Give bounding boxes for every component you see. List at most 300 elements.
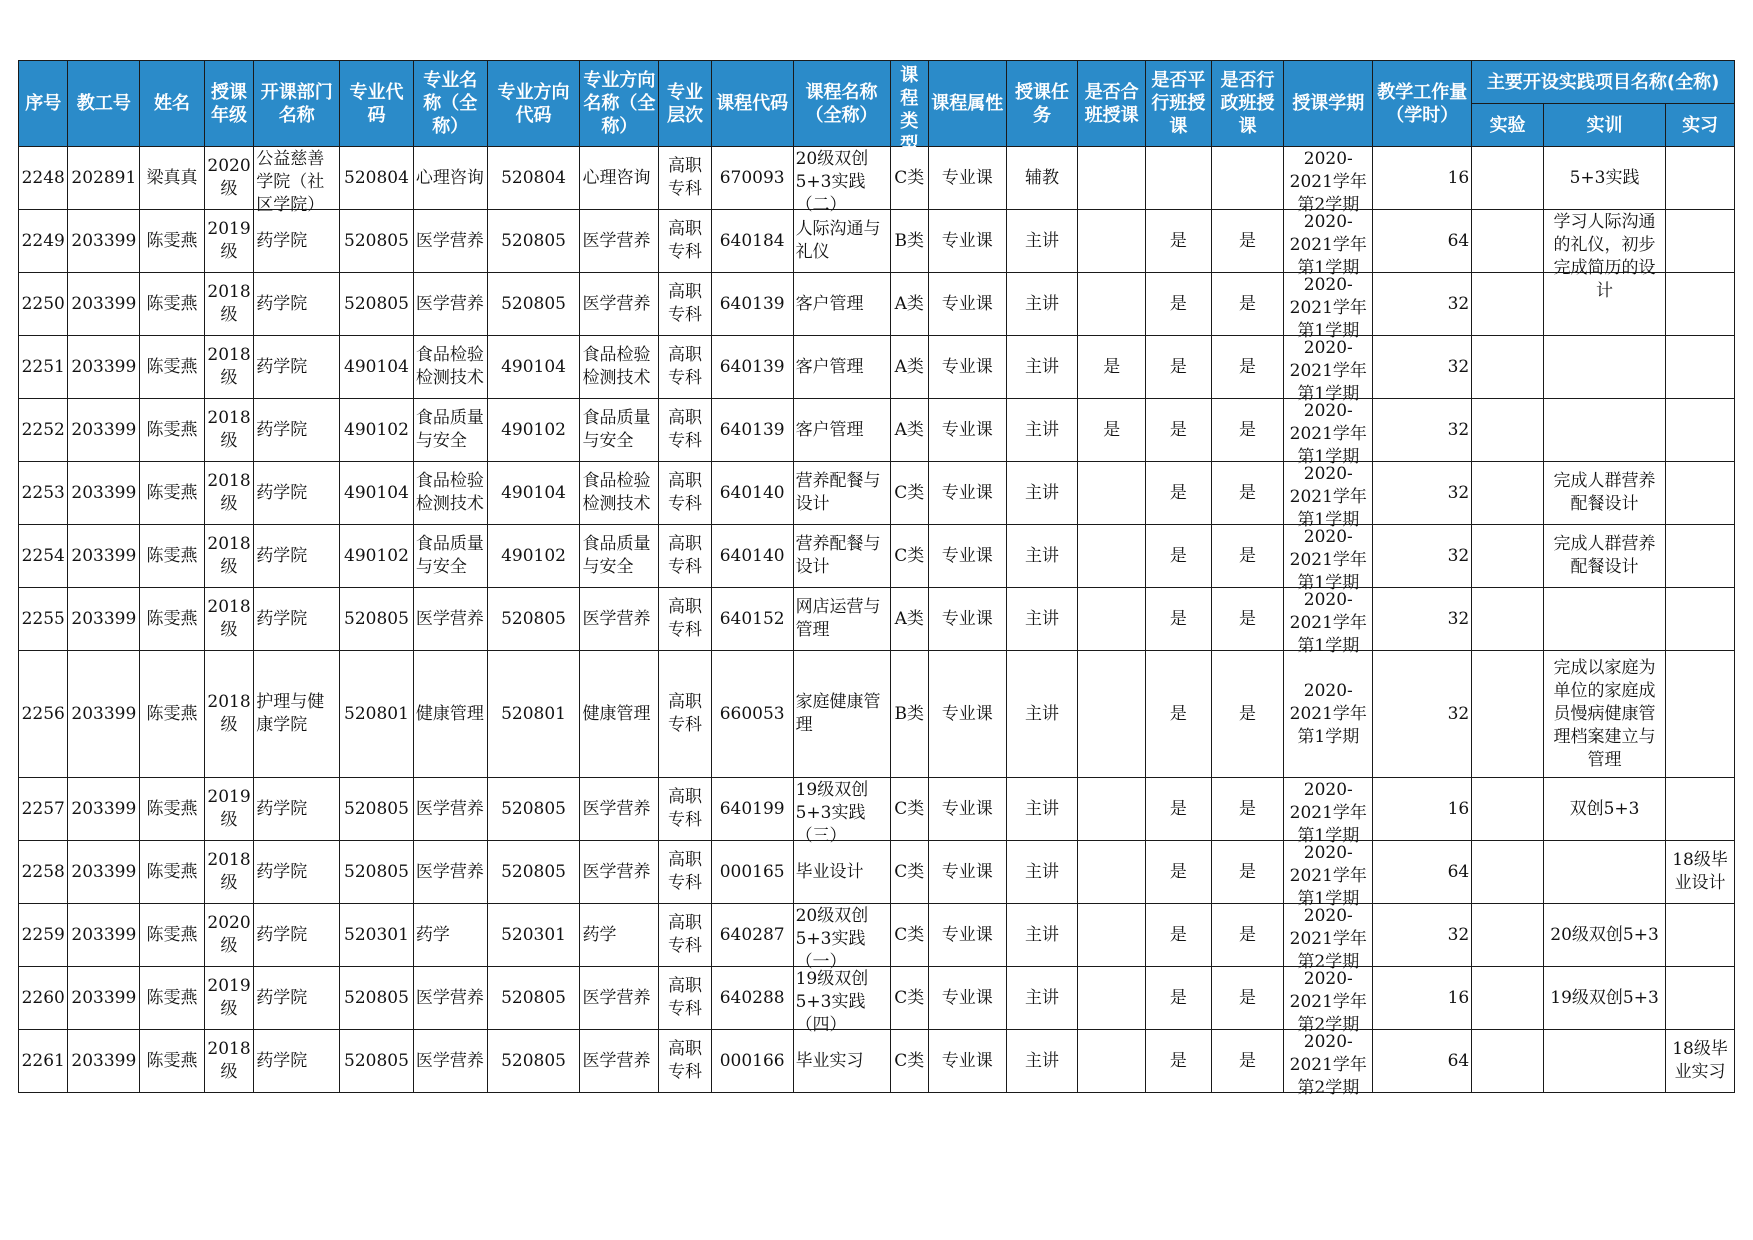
cell-task-text: 主讲 — [1025, 987, 1059, 1008]
cell-parallel-class-text: 是 — [1169, 703, 1187, 724]
cell-workload-text: 32 — [1447, 293, 1470, 314]
cell-staff-id-text: 203399 — [71, 861, 137, 882]
cell-level — [659, 462, 712, 525]
cell-parallel-class-text: 是 — [1169, 230, 1187, 251]
cell-staff-id — [68, 525, 140, 588]
cell-course-name-text: 20级双创5+3实践（二） — [795, 149, 869, 215]
cell-course-code — [711, 778, 793, 841]
col-header-dept: 开课部门名称 — [254, 61, 340, 147]
cell-course-type-text: C类 — [894, 861, 925, 882]
cell-level — [659, 147, 712, 210]
cell-course-code-text: 640287 — [719, 924, 785, 945]
cell-semester — [1284, 336, 1373, 404]
cell-direction-name — [580, 336, 659, 399]
cell-admin-class — [1211, 1030, 1284, 1093]
cell-training-text: 学习人际沟通的礼仪，初步完成简历的设计 — [1553, 212, 1656, 301]
cell-admin-class-text: 是 — [1239, 703, 1257, 724]
cell-admin-class — [1211, 462, 1284, 525]
cell-staff-id — [68, 462, 140, 525]
cell-major-name-text: 医学营养 — [415, 293, 484, 314]
cell-seq — [19, 1030, 68, 1093]
cell-course-code — [711, 588, 793, 651]
cell-level-text: 高职专科 — [668, 345, 702, 388]
cell-internship — [1666, 588, 1735, 651]
cell-course-type-text: C类 — [894, 482, 925, 503]
cell-training-text: 5+3实践 — [1569, 167, 1640, 188]
cell-dept-text: 药学院 — [256, 798, 308, 819]
cell-name-text: 陈雯燕 — [146, 798, 198, 819]
col-header-merged-class: 是否合班授课 — [1078, 61, 1146, 147]
cell-parallel-class — [1146, 525, 1212, 588]
cell-training — [1543, 525, 1665, 588]
cell-direction-code-text: 520805 — [501, 987, 566, 1008]
cell-semester — [1284, 651, 1373, 778]
cell-major-name-text: 医学营养 — [415, 861, 484, 882]
cell-dept-text: 药学院 — [256, 293, 308, 314]
cell-grade — [204, 904, 253, 967]
cell-level — [659, 336, 712, 399]
cell-direction-name-text: 医学营养 — [582, 230, 651, 251]
cell-course-attr — [928, 904, 1006, 967]
cell-course-type — [890, 525, 928, 588]
cell-course-name-text: 毕业实习 — [795, 1050, 864, 1071]
cell-grade-text: 2019级 — [207, 787, 251, 830]
cell-parallel-class-text: 是 — [1169, 545, 1187, 566]
cell-parallel-class — [1146, 841, 1212, 904]
cell-seq — [19, 210, 68, 273]
cell-course-type-text: C类 — [894, 545, 925, 566]
cell-course-name — [793, 462, 890, 525]
cell-dept — [254, 967, 340, 1030]
cell-workload — [1373, 588, 1472, 651]
cell-level — [659, 210, 712, 273]
cell-task-text: 辅教 — [1025, 167, 1059, 188]
cell-dept-text: 公益慈善学院（社区学院） — [256, 149, 325, 215]
cell-direction-name-text: 食品质量与安全 — [582, 408, 651, 451]
cell-major-name — [413, 1030, 487, 1093]
cell-course-type-text: C类 — [894, 1050, 925, 1071]
cell-direction-code — [487, 1030, 580, 1093]
cell-level — [659, 651, 712, 778]
cell-course-attr-text: 专业课 — [941, 798, 993, 819]
cell-major-code — [340, 210, 414, 273]
cell-name — [140, 525, 205, 588]
cell-grade — [204, 1030, 253, 1093]
cell-parallel-class-text: 是 — [1169, 798, 1187, 819]
cell-course-name-text: 人际沟通与礼仪 — [795, 219, 881, 262]
cell-semester-text: 2020-2021学年第1学期 — [1289, 680, 1367, 747]
table-row — [19, 841, 1735, 904]
cell-seq-text: 2251 — [21, 356, 65, 377]
cell-training — [1543, 210, 1665, 301]
table-row — [19, 588, 1735, 651]
cell-major-code-text: 520805 — [344, 987, 409, 1008]
cell-course-code — [711, 336, 793, 399]
cell-dept-text: 药学院 — [256, 987, 308, 1008]
cell-staff-id-text: 203399 — [71, 987, 137, 1008]
cell-major-code — [340, 462, 414, 525]
cell-parallel-class-text: 是 — [1169, 924, 1187, 945]
cell-major-name-text: 医学营养 — [415, 608, 484, 629]
cell-name-text: 陈雯燕 — [146, 987, 198, 1008]
cell-task — [1006, 904, 1078, 967]
cell-staff-id-text: 203399 — [71, 482, 137, 503]
cell-task — [1006, 399, 1078, 462]
cell-direction-name-text: 医学营养 — [582, 293, 651, 314]
cell-experiment — [1472, 399, 1544, 462]
cell-course-type — [890, 147, 928, 210]
cell-workload-text: 16 — [1447, 798, 1470, 819]
col-header-course-code: 课程代码 — [711, 61, 793, 147]
cell-merged-class — [1078, 651, 1146, 778]
cell-level — [659, 588, 712, 651]
cell-direction-name — [580, 778, 659, 841]
cell-course-attr-text: 专业课 — [941, 861, 993, 882]
cell-major-name-text: 医学营养 — [415, 1050, 484, 1071]
cell-grade-text: 2018级 — [207, 1039, 251, 1082]
cell-workload-text: 32 — [1447, 419, 1470, 440]
cell-staff-id — [68, 210, 140, 273]
cell-task — [1006, 147, 1078, 210]
cell-parallel-class — [1146, 336, 1212, 399]
cell-experiment — [1472, 967, 1544, 1030]
cell-direction-code-text: 520804 — [501, 167, 566, 188]
cell-direction-name — [580, 147, 659, 210]
cell-course-type — [890, 273, 928, 336]
cell-major-name — [413, 336, 487, 399]
cell-course-type — [890, 462, 928, 525]
cell-semester-text: 2020-2021学年第2学期 — [1289, 969, 1367, 1035]
cell-internship — [1666, 399, 1735, 462]
cell-dept-text: 药学院 — [256, 545, 308, 566]
cell-name-text: 陈雯燕 — [146, 924, 198, 945]
cell-grade — [204, 147, 253, 210]
cell-internship — [1666, 841, 1735, 904]
cell-direction-name — [580, 904, 659, 967]
cell-training — [1543, 147, 1665, 210]
cell-major-name — [413, 210, 487, 273]
cell-name-text: 陈雯燕 — [146, 861, 198, 882]
cell-parallel-class-text: 是 — [1169, 861, 1187, 882]
cell-seq — [19, 399, 68, 462]
cell-direction-code-text: 490104 — [501, 356, 566, 377]
cell-semester-text: 2020-2021学年第1学期 — [1289, 212, 1367, 278]
cell-course-attr — [928, 525, 1006, 588]
cell-semester — [1284, 1030, 1373, 1098]
cell-course-name — [793, 525, 890, 588]
cell-course-name-text: 客户管理 — [795, 419, 864, 440]
cell-internship — [1666, 651, 1735, 778]
cell-course-type-text: B类 — [894, 703, 924, 724]
cell-task — [1006, 336, 1078, 399]
cell-name-text: 陈雯燕 — [146, 608, 198, 629]
cell-course-code-text: 640288 — [719, 987, 785, 1008]
cell-semester-text: 2020-2021学年第2学期 — [1289, 149, 1367, 215]
col-header-course-attr: 课程属性 — [928, 61, 1006, 147]
col-header-semester: 授课学期 — [1284, 61, 1373, 147]
cell-semester — [1284, 904, 1373, 972]
cell-parallel-class-text: 是 — [1169, 419, 1187, 440]
cell-experiment — [1472, 462, 1544, 525]
col-header-major-code: 专业代码 — [340, 61, 414, 147]
cell-admin-class — [1211, 525, 1284, 588]
cell-major-name — [413, 904, 487, 967]
cell-direction-code-text: 490102 — [501, 545, 566, 566]
cell-dept — [254, 841, 340, 904]
cell-course-type-text: A类 — [894, 608, 924, 629]
cell-parallel-class — [1146, 273, 1212, 336]
table-row — [19, 210, 1735, 273]
cell-training-text: 19级双创5+3 — [1550, 987, 1659, 1008]
cell-seq-text: 2261 — [21, 1050, 65, 1071]
cell-semester — [1284, 841, 1373, 909]
cell-course-code — [711, 904, 793, 967]
cell-admin-class-text: 是 — [1239, 419, 1257, 440]
cell-task-text: 主讲 — [1025, 703, 1059, 724]
cell-training — [1543, 1030, 1665, 1093]
cell-major-code-text: 520805 — [344, 861, 409, 882]
cell-workload — [1373, 147, 1472, 210]
cell-course-attr — [928, 841, 1006, 904]
col-header-grade: 授课年级 — [204, 61, 253, 147]
cell-course-attr — [928, 462, 1006, 525]
cell-training-text: 完成以家庭为单位的家庭成员慢病健康管理档案建立与管理 — [1553, 657, 1656, 770]
cell-dept — [254, 336, 340, 399]
cell-course-name — [793, 273, 890, 336]
cell-staff-id-text: 202891 — [71, 167, 137, 188]
cell-direction-name-text: 食品检验检测技术 — [582, 345, 651, 388]
cell-staff-id-text: 203399 — [71, 230, 137, 251]
cell-parallel-class — [1146, 904, 1212, 967]
cell-staff-id — [68, 841, 140, 904]
cell-seq — [19, 525, 68, 588]
cell-admin-class — [1211, 210, 1284, 273]
cell-dept — [254, 778, 340, 841]
cell-course-code — [711, 651, 793, 778]
cell-parallel-class-text: 是 — [1169, 987, 1187, 1008]
cell-major-name-text: 医学营养 — [415, 987, 484, 1008]
cell-task — [1006, 841, 1078, 904]
cell-grade — [204, 210, 253, 273]
cell-internship-text: 18级毕业设计 — [1672, 850, 1728, 893]
cell-experiment — [1472, 651, 1544, 778]
cell-course-type — [890, 967, 928, 1030]
cell-direction-code — [487, 273, 580, 336]
cell-grade-text: 2019级 — [207, 219, 251, 262]
cell-course-type-text: B类 — [894, 230, 924, 251]
cell-workload — [1373, 1030, 1472, 1093]
cell-task-text: 主讲 — [1025, 924, 1059, 945]
cell-direction-name — [580, 273, 659, 336]
cell-workload — [1373, 210, 1472, 273]
cell-seq — [19, 967, 68, 1030]
cell-major-name — [413, 967, 487, 1030]
cell-workload — [1373, 336, 1472, 399]
cell-workload-text: 32 — [1447, 703, 1470, 724]
cell-major-code — [340, 336, 414, 399]
cell-level-text: 高职专科 — [668, 534, 702, 577]
cell-admin-class — [1211, 651, 1284, 778]
cell-dept — [254, 399, 340, 462]
cell-dept — [254, 651, 340, 778]
cell-direction-code — [487, 778, 580, 841]
cell-course-attr-text: 专业课 — [941, 608, 993, 629]
cell-parallel-class-text: 是 — [1169, 293, 1187, 314]
cell-task-text: 主讲 — [1025, 1050, 1059, 1071]
cell-course-name — [793, 588, 890, 651]
cell-name-text: 陈雯燕 — [146, 703, 198, 724]
cell-semester-text: 2020-2021学年第1学期 — [1289, 527, 1367, 593]
cell-workload — [1373, 778, 1472, 841]
cell-course-name-text: 网店运营与管理 — [795, 597, 881, 640]
cell-training — [1543, 651, 1665, 778]
cell-course-attr — [928, 210, 1006, 273]
cell-course-type — [890, 778, 928, 841]
cell-name-text: 陈雯燕 — [146, 356, 198, 377]
table-row — [19, 778, 1735, 841]
cell-internship — [1666, 967, 1735, 1030]
col-header-practice-group: 主要开设实践项目名称(全称) — [1472, 61, 1735, 104]
cell-dept-text: 药学院 — [256, 230, 308, 251]
cell-experiment — [1472, 273, 1544, 336]
cell-staff-id — [68, 1030, 140, 1093]
cell-course-name-text: 客户管理 — [795, 293, 864, 314]
cell-seq-text: 2248 — [21, 167, 65, 188]
cell-grade-text: 2018级 — [207, 471, 251, 514]
table-row — [19, 967, 1735, 1030]
cell-grade-text: 2018级 — [207, 282, 251, 325]
cell-level-text: 高职专科 — [668, 850, 702, 893]
cell-training — [1543, 462, 1665, 525]
cell-name — [140, 210, 205, 273]
cell-course-attr-text: 专业课 — [941, 703, 993, 724]
cell-grade-text: 2020级 — [207, 913, 251, 956]
cell-major-code — [340, 588, 414, 651]
cell-course-code — [711, 399, 793, 462]
cell-parallel-class — [1146, 651, 1212, 778]
cell-course-attr — [928, 399, 1006, 462]
course-assignment-table — [18, 60, 1735, 1098]
col-header-workload: 教学工作量（学时） — [1373, 61, 1472, 147]
cell-task-text: 主讲 — [1025, 356, 1059, 377]
cell-grade — [204, 588, 253, 651]
cell-task — [1006, 1030, 1078, 1093]
cell-admin-class — [1211, 841, 1284, 904]
cell-task-text: 主讲 — [1025, 230, 1059, 251]
cell-course-attr — [928, 651, 1006, 778]
cell-workload-text: 64 — [1447, 230, 1470, 251]
cell-merged-class — [1078, 273, 1146, 336]
cell-dept-text: 护理与健康学院 — [256, 692, 325, 735]
cell-direction-code — [487, 967, 580, 1030]
cell-course-attr-text: 专业课 — [941, 230, 993, 251]
cell-experiment — [1472, 1030, 1544, 1093]
cell-course-attr-text: 专业课 — [941, 987, 993, 1008]
col-header-parallel-class: 是否平行班授课 — [1146, 61, 1212, 147]
cell-level-text: 高职专科 — [668, 219, 702, 262]
cell-seq — [19, 462, 68, 525]
cell-name-text: 梁真真 — [146, 167, 198, 188]
col-header-direction-code: 专业方向代码 — [487, 61, 580, 147]
cell-parallel-class — [1146, 588, 1212, 651]
cell-internship — [1666, 525, 1735, 588]
col-header-name: 姓名 — [140, 61, 205, 147]
cell-name — [140, 651, 205, 778]
cell-dept-text: 药学院 — [256, 356, 308, 377]
cell-dept — [254, 147, 340, 215]
cell-semester — [1284, 210, 1373, 278]
cell-level — [659, 841, 712, 904]
cell-course-attr — [928, 1030, 1006, 1093]
cell-seq-text: 2260 — [21, 987, 65, 1008]
cell-training — [1543, 336, 1665, 399]
cell-internship — [1666, 462, 1735, 525]
cell-grade — [204, 462, 253, 525]
col-header-major-name: 专业名称（全称） — [413, 61, 487, 147]
cell-merged-class — [1078, 210, 1146, 273]
cell-course-code — [711, 967, 793, 1030]
cell-direction-code-text: 490104 — [501, 482, 566, 503]
cell-direction-name-text: 医学营养 — [582, 861, 651, 882]
cell-direction-name — [580, 651, 659, 778]
cell-major-name — [413, 273, 487, 336]
cell-level — [659, 904, 712, 967]
cell-admin-class — [1211, 588, 1284, 651]
cell-seq — [19, 904, 68, 967]
cell-course-name-text: 19级双创5+3实践（三） — [795, 780, 869, 846]
cell-dept — [254, 210, 340, 273]
cell-staff-id-text: 203399 — [71, 1050, 137, 1071]
cell-merged-class — [1078, 967, 1146, 1030]
cell-course-attr-text: 专业课 — [941, 356, 993, 377]
cell-grade — [204, 778, 253, 841]
cell-major-code — [340, 1030, 414, 1093]
cell-seq — [19, 147, 68, 210]
cell-grade-text: 2018级 — [207, 850, 251, 893]
cell-semester — [1284, 778, 1373, 846]
cell-semester-text: 2020-2021学年第1学期 — [1289, 464, 1367, 530]
cell-workload — [1373, 651, 1472, 778]
cell-direction-code — [487, 841, 580, 904]
cell-name-text: 陈雯燕 — [146, 482, 198, 503]
cell-major-code-text: 490102 — [344, 545, 409, 566]
cell-direction-code-text: 520301 — [501, 924, 566, 945]
cell-level-text: 高职专科 — [668, 913, 702, 956]
cell-merged-class-text: 是 — [1103, 356, 1121, 377]
cell-course-attr-text: 专业课 — [941, 482, 993, 503]
cell-training — [1543, 588, 1665, 651]
cell-major-code-text: 520805 — [344, 608, 409, 629]
cell-seq — [19, 841, 68, 904]
cell-direction-name — [580, 210, 659, 273]
cell-course-type — [890, 1030, 928, 1093]
cell-semester-text: 2020-2021学年第1学期 — [1289, 843, 1367, 909]
cell-course-code — [711, 841, 793, 904]
cell-workload-text: 16 — [1447, 987, 1470, 1008]
cell-course-code-text: 670093 — [719, 167, 785, 188]
cell-direction-name — [580, 967, 659, 1030]
cell-course-type — [890, 336, 928, 399]
cell-course-type-text: A类 — [894, 356, 924, 377]
cell-grade-text: 2019级 — [207, 976, 251, 1019]
cell-merged-class — [1078, 841, 1146, 904]
cell-major-name-text: 医学营养 — [415, 230, 484, 251]
cell-staff-id — [68, 967, 140, 1030]
cell-course-name-text: 20级双创5+3实践（一） — [795, 906, 869, 972]
cell-task-text: 主讲 — [1025, 798, 1059, 819]
cell-major-code-text: 520801 — [344, 703, 409, 724]
cell-major-code-text: 520301 — [344, 924, 409, 945]
